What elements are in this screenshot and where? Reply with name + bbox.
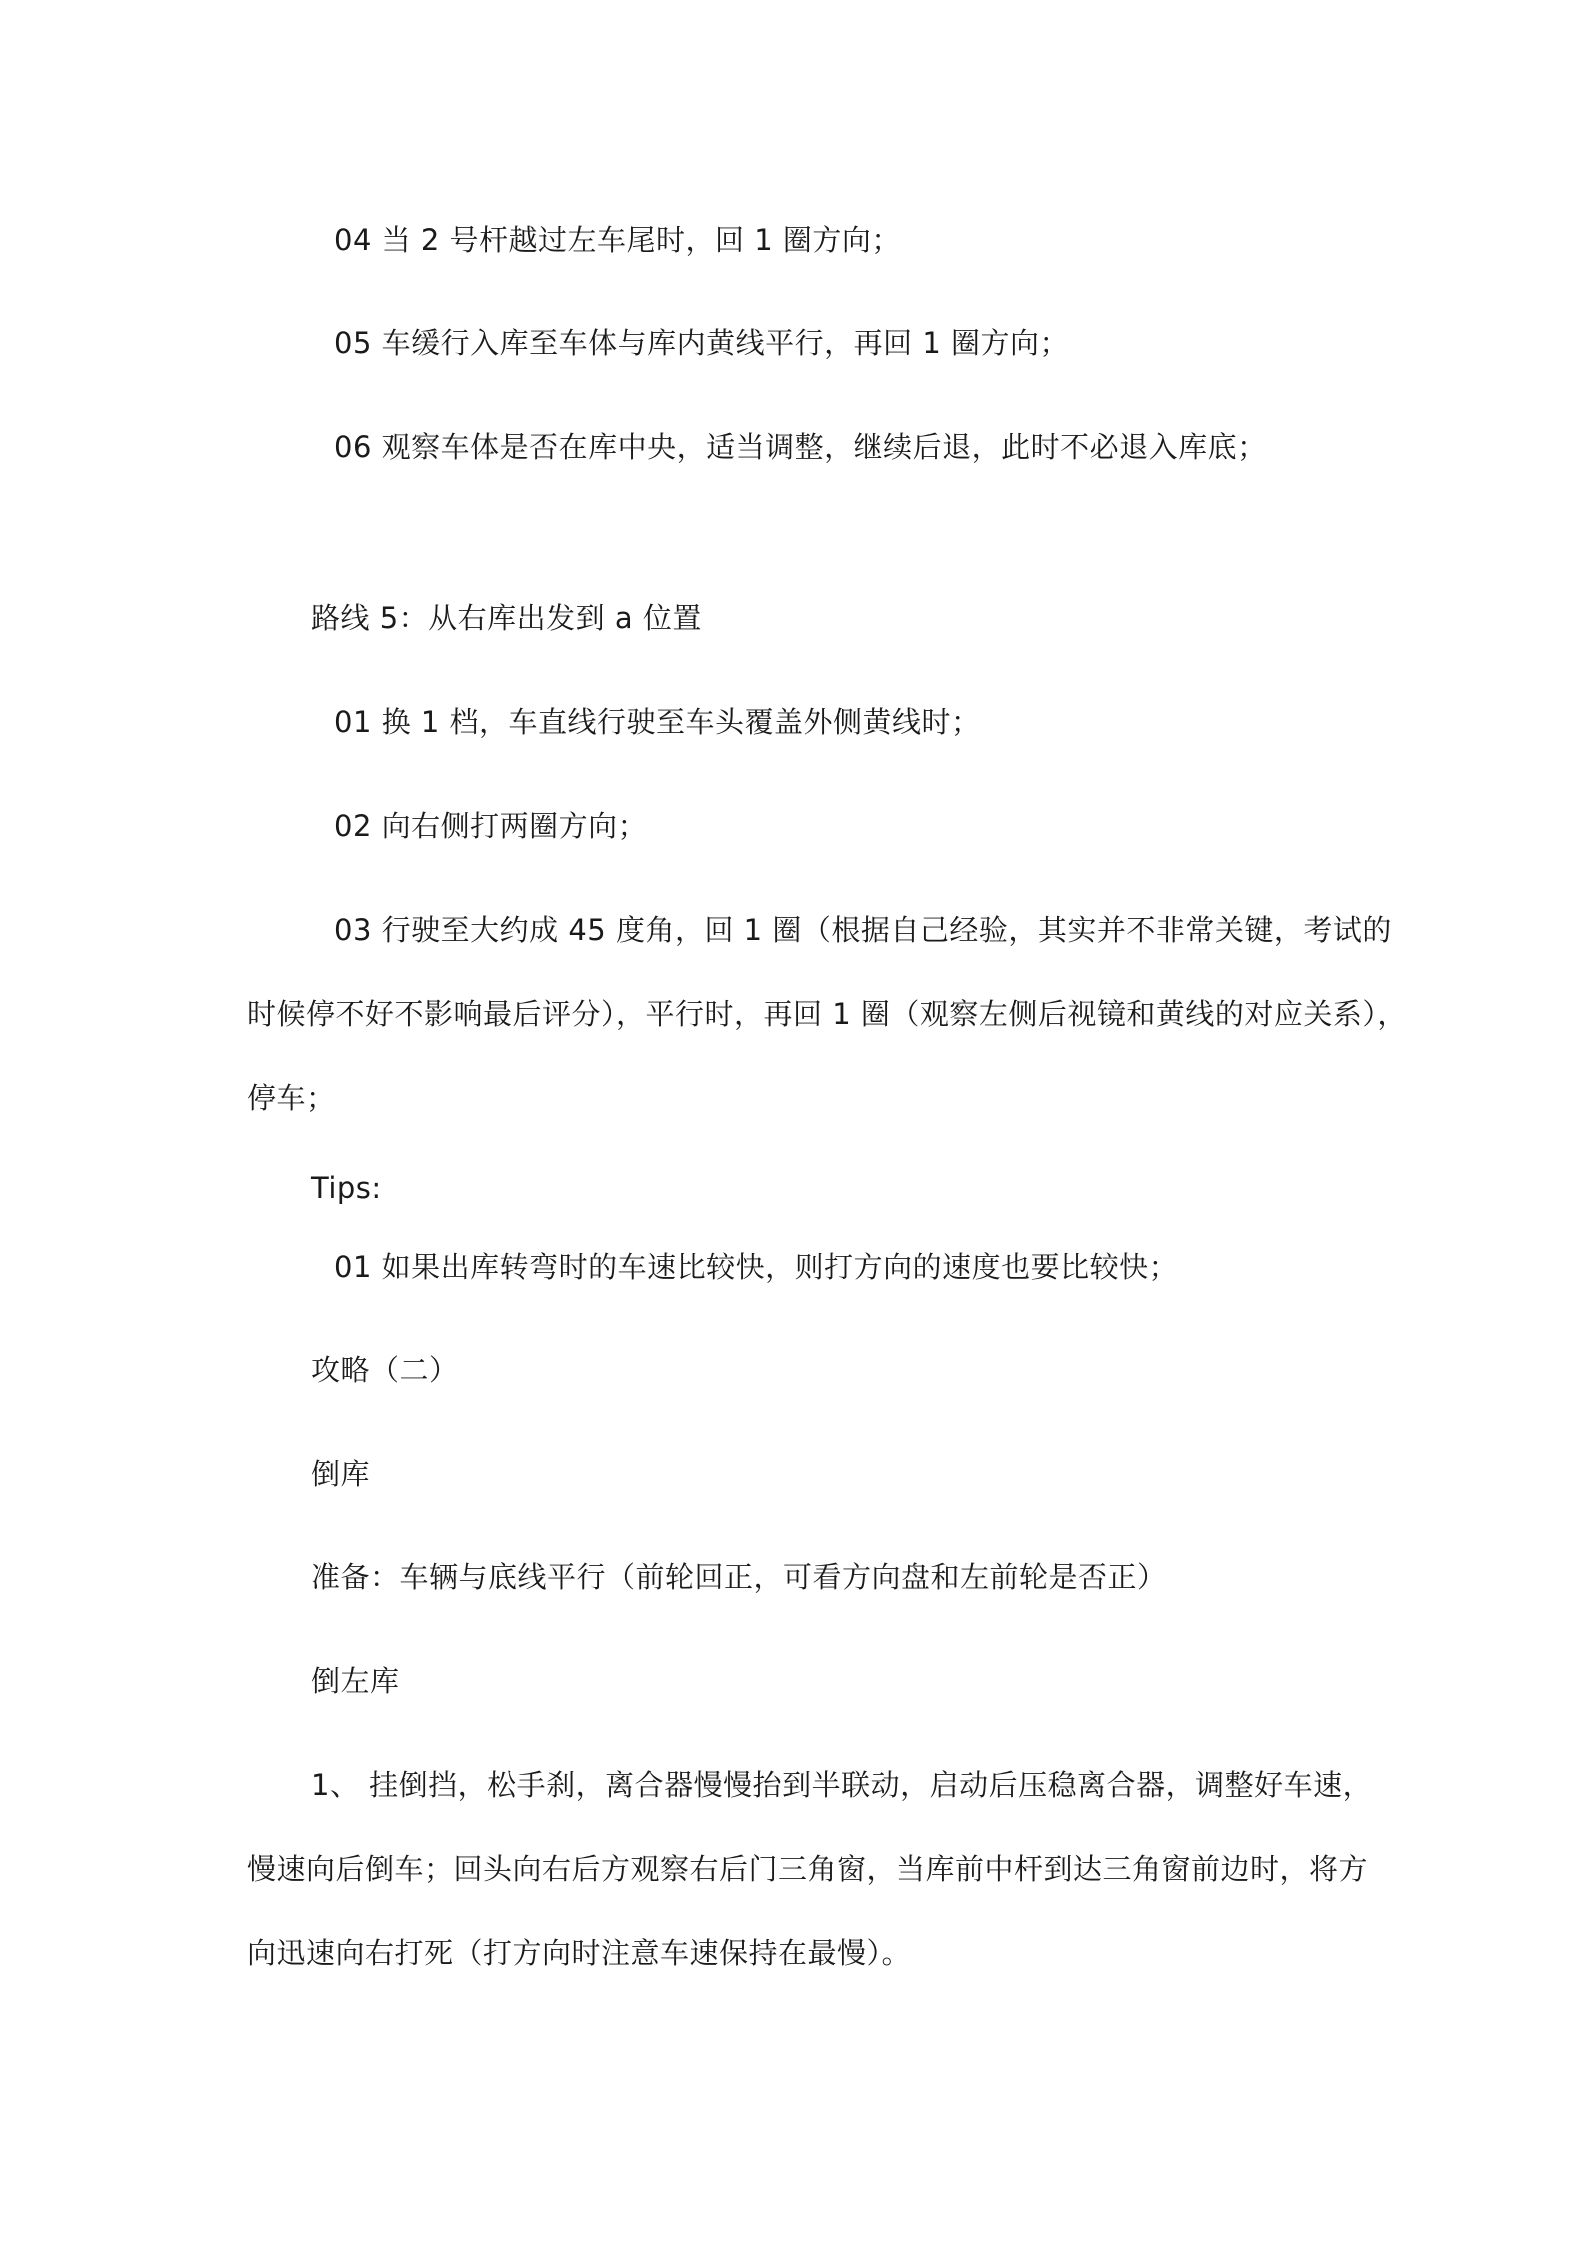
tips-heading: Tips: xyxy=(311,1171,382,1205)
reverse-parking-heading: 倒库 xyxy=(311,1457,371,1491)
step-1-line-2: 慢速向后倒车；回头向右后方观察右后门三角窗，当库前中杆到达三角窗前边时，将方 xyxy=(247,1852,1369,1886)
route-5-step-01: 01 换 1 档，车直线行驶至车头覆盖外侧黄线时； xyxy=(334,705,981,739)
tips-item-01: 01 如果出库转弯时的车速比较快，则打方向的速度也要比较快； xyxy=(334,1250,1179,1284)
strategy-2-heading: 攻略（二） xyxy=(311,1353,459,1387)
route-5-heading: 路线 5：从右库出发到 a 位置 xyxy=(311,601,702,635)
step-1-line-1: 1、 挂倒挡，松手刹，离合器慢慢抬到半联动，启动后压稳离合器，调整好车速， xyxy=(311,1768,1373,1802)
step-05-text: 05 车缓行入库至车体与库内黄线平行，再回 1 圈方向； xyxy=(334,326,1070,360)
step-1-line-3: 向迅速向右打死（打方向时注意车速保持在最慢）。 xyxy=(247,1936,912,1970)
route-5-step-03-line-3: 停车； xyxy=(247,1081,336,1115)
step-04-text: 04 当 2 号杆越过左车尾时，回 1 圈方向； xyxy=(334,223,901,257)
route-5-step-02: 02 向右侧打两圈方向； xyxy=(334,809,648,843)
reverse-left-heading: 倒左库 xyxy=(311,1664,400,1698)
preparation-text: 准备：车辆与底线平行（前轮回正，可看方向盘和左前轮是否正） xyxy=(311,1560,1167,1594)
route-5-step-03-line-1: 03 行驶至大约成 45 度角，回 1 圈（根据自己经验，其实并不非常关键，考试的 xyxy=(334,913,1392,947)
route-5-step-03-line-2: 时候停不好不影响最后评分），平行时，再回 1 圈（观察左侧后视镜和黄线的对应关系）， xyxy=(247,997,1407,1031)
step-06-text: 06 观察车体是否在库中央，适当调整，继续后退，此时不必退入库底； xyxy=(334,430,1267,464)
